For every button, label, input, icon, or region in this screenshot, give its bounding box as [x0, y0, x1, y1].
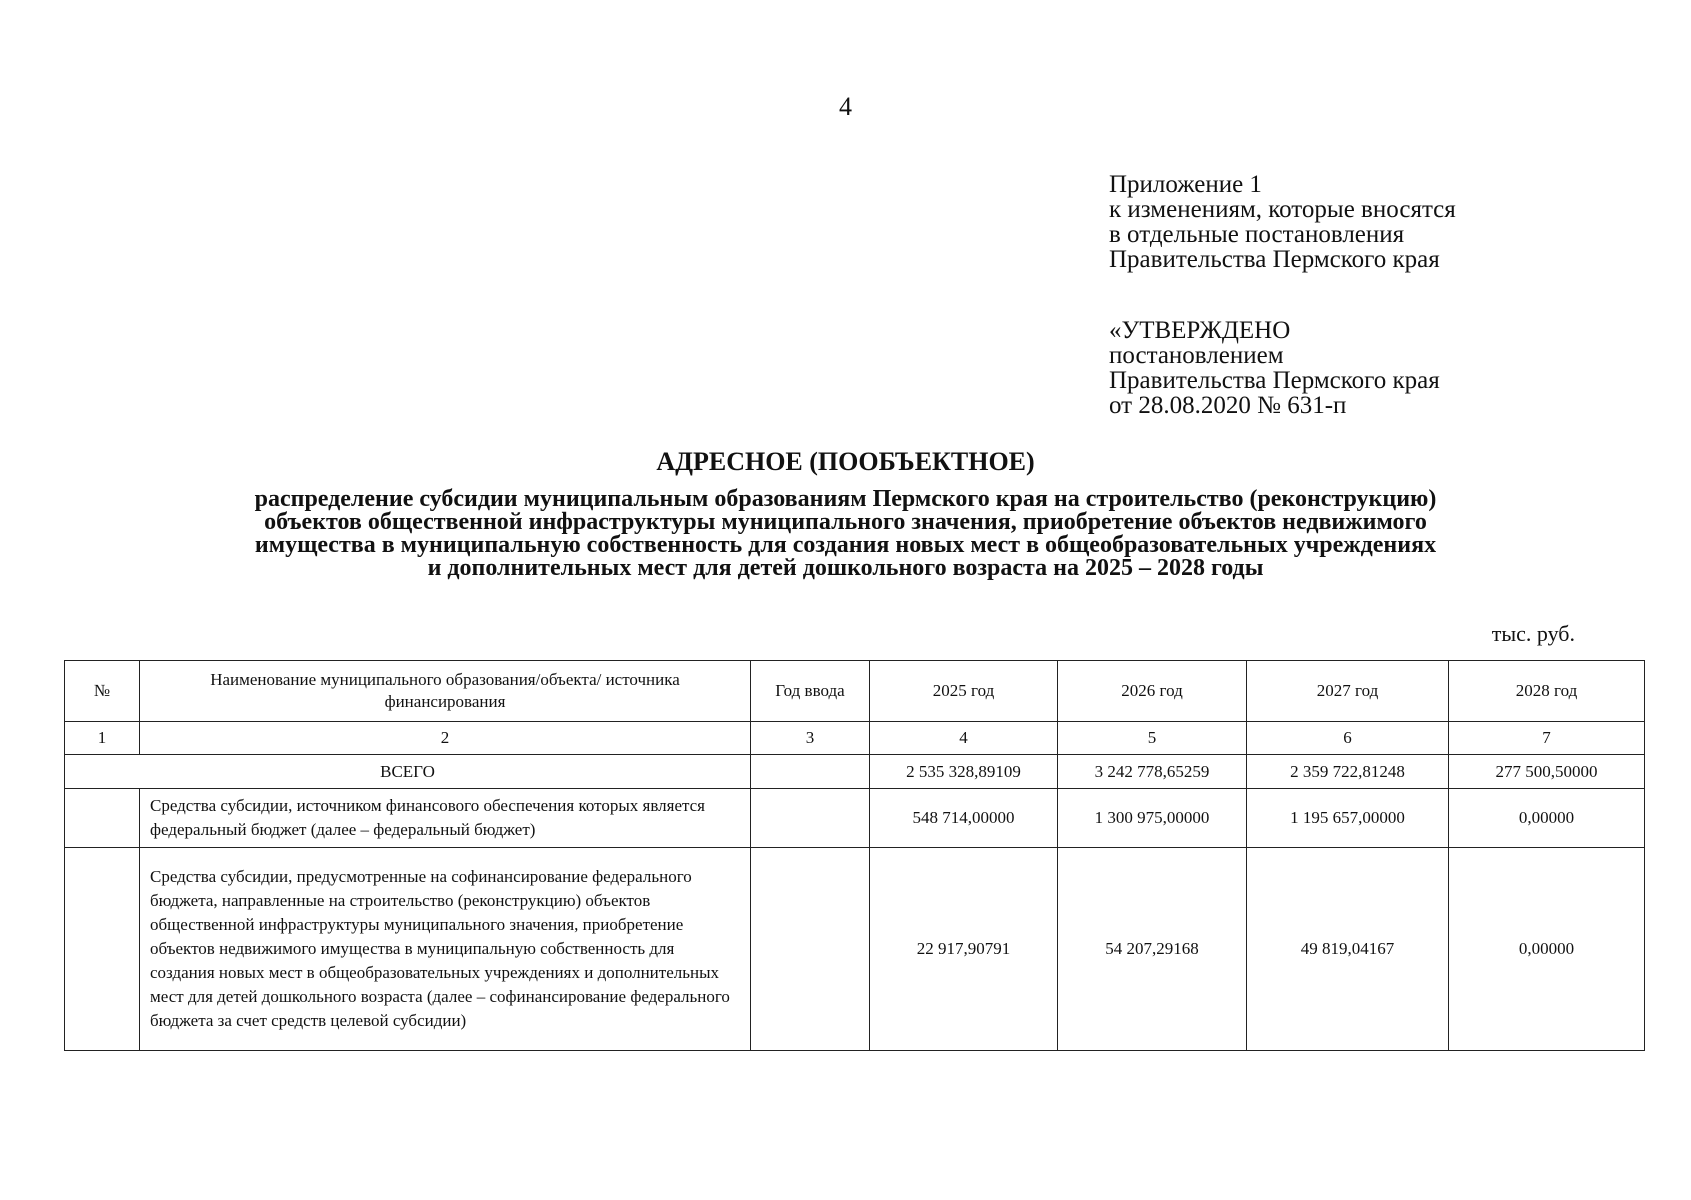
total-row — [65, 755, 1645, 789]
table-header-row — [65, 661, 1645, 722]
header-2025: 2025 год — [870, 661, 1058, 722]
approval-line: от 28.08.2020 № 631-п — [1109, 392, 1347, 419]
approval-line: постановлением — [1109, 342, 1284, 369]
total-2027: 2 359 722,81248 — [1247, 755, 1449, 789]
row-name: Средства субсидии, предусмотренные на софинансирование федерального бюджета, направленные на строительство (реконструкцию) объектов общественной инфраструктуры муниципального значения, приобретение объектов недвижимого имущества в муниципальную собственность для создания новых мест в общеобразовательных учреждениях и дополнительных мест для детей дошкольного возраста (далее – софинансирование федерального бюджета за счет средств целевой субсидии) — [140, 848, 751, 1051]
document-subtitle — [140, 488, 1551, 580]
row-year — [751, 848, 870, 1051]
header-name: Наименование муниципального образования/объекта/ источника финансирования — [140, 661, 751, 722]
approval-line: Правительства Пермского края — [1109, 367, 1440, 394]
approval-block — [1109, 318, 1440, 418]
row-2026: 54 207,29168 — [1058, 848, 1247, 1051]
column-number: 6 — [1247, 722, 1449, 755]
row-2025: 22 917,90791 — [870, 848, 1058, 1051]
appendix-line: Правительства Пермского края — [1109, 246, 1440, 273]
column-number: 4 — [870, 722, 1058, 755]
column-number: 5 — [1058, 722, 1247, 755]
appendix-line: к изменениям, которые вносятся — [1109, 196, 1456, 223]
document-title: АДРЕСНОЕ (ПООБЪЕКТНОЕ) — [656, 447, 1035, 476]
appendix-line: Приложение 1 — [1109, 171, 1262, 198]
column-number: 3 — [751, 722, 870, 755]
table-row — [65, 848, 1645, 1051]
row-number — [65, 848, 140, 1051]
row-number — [65, 789, 140, 848]
header-number: № — [65, 661, 140, 722]
approval-line: «УТВЕРЖДЕНО — [1109, 317, 1291, 344]
row-2027: 49 819,04167 — [1247, 848, 1449, 1051]
header-2027: 2027 год — [1247, 661, 1449, 722]
page-number: 4 — [839, 92, 852, 121]
subtitle-line: имущества в муниципальную собственность для создания новых мест в общеобразовательных учреждениях — [254, 532, 1437, 558]
total-label: ВСЕГО — [65, 755, 751, 789]
total-2025: 2 535 328,89109 — [870, 755, 1058, 789]
total-2028: 277 500,50000 — [1449, 755, 1645, 789]
appendix-line: в отдельные постановления — [1109, 221, 1405, 248]
subsidy-table — [64, 660, 1645, 1051]
header-year: Год ввода — [751, 661, 870, 722]
row-year — [751, 789, 870, 848]
column-number: 2 — [140, 722, 751, 755]
subtitle-line: распределение субсидии муниципальным образованиям Пермского края на строительство (реконструкцию) — [254, 486, 1437, 512]
table-row — [65, 789, 1645, 848]
header-2028: 2028 год — [1449, 661, 1645, 722]
subtitle-line: объектов общественной инфраструктуры муниципального значения, приобретение объектов недвижимого — [264, 509, 1427, 535]
row-2028: 0,00000 — [1449, 789, 1645, 848]
total-year — [751, 755, 870, 789]
units-label: тыс. руб. — [1491, 621, 1575, 646]
column-number: 1 — [65, 722, 140, 755]
row-name: Средства субсидии, источником финансового обеспечения которых является федеральный бюджет (далее – федеральный бюджет) — [140, 789, 751, 848]
column-number: 7 — [1449, 722, 1645, 755]
column-number-row — [65, 722, 1645, 755]
row-2028: 0,00000 — [1449, 848, 1645, 1051]
row-2026: 1 300 975,00000 — [1058, 789, 1247, 848]
row-2025: 548 714,00000 — [870, 789, 1058, 848]
subtitle-line: и дополнительных мест для детей дошкольного возраста на 2025 – 2028 годы — [427, 555, 1264, 581]
row-2027: 1 195 657,00000 — [1247, 789, 1449, 848]
total-2026: 3 242 778,65259 — [1058, 755, 1247, 789]
appendix-block — [1109, 172, 1456, 272]
header-2026: 2026 год — [1058, 661, 1247, 722]
